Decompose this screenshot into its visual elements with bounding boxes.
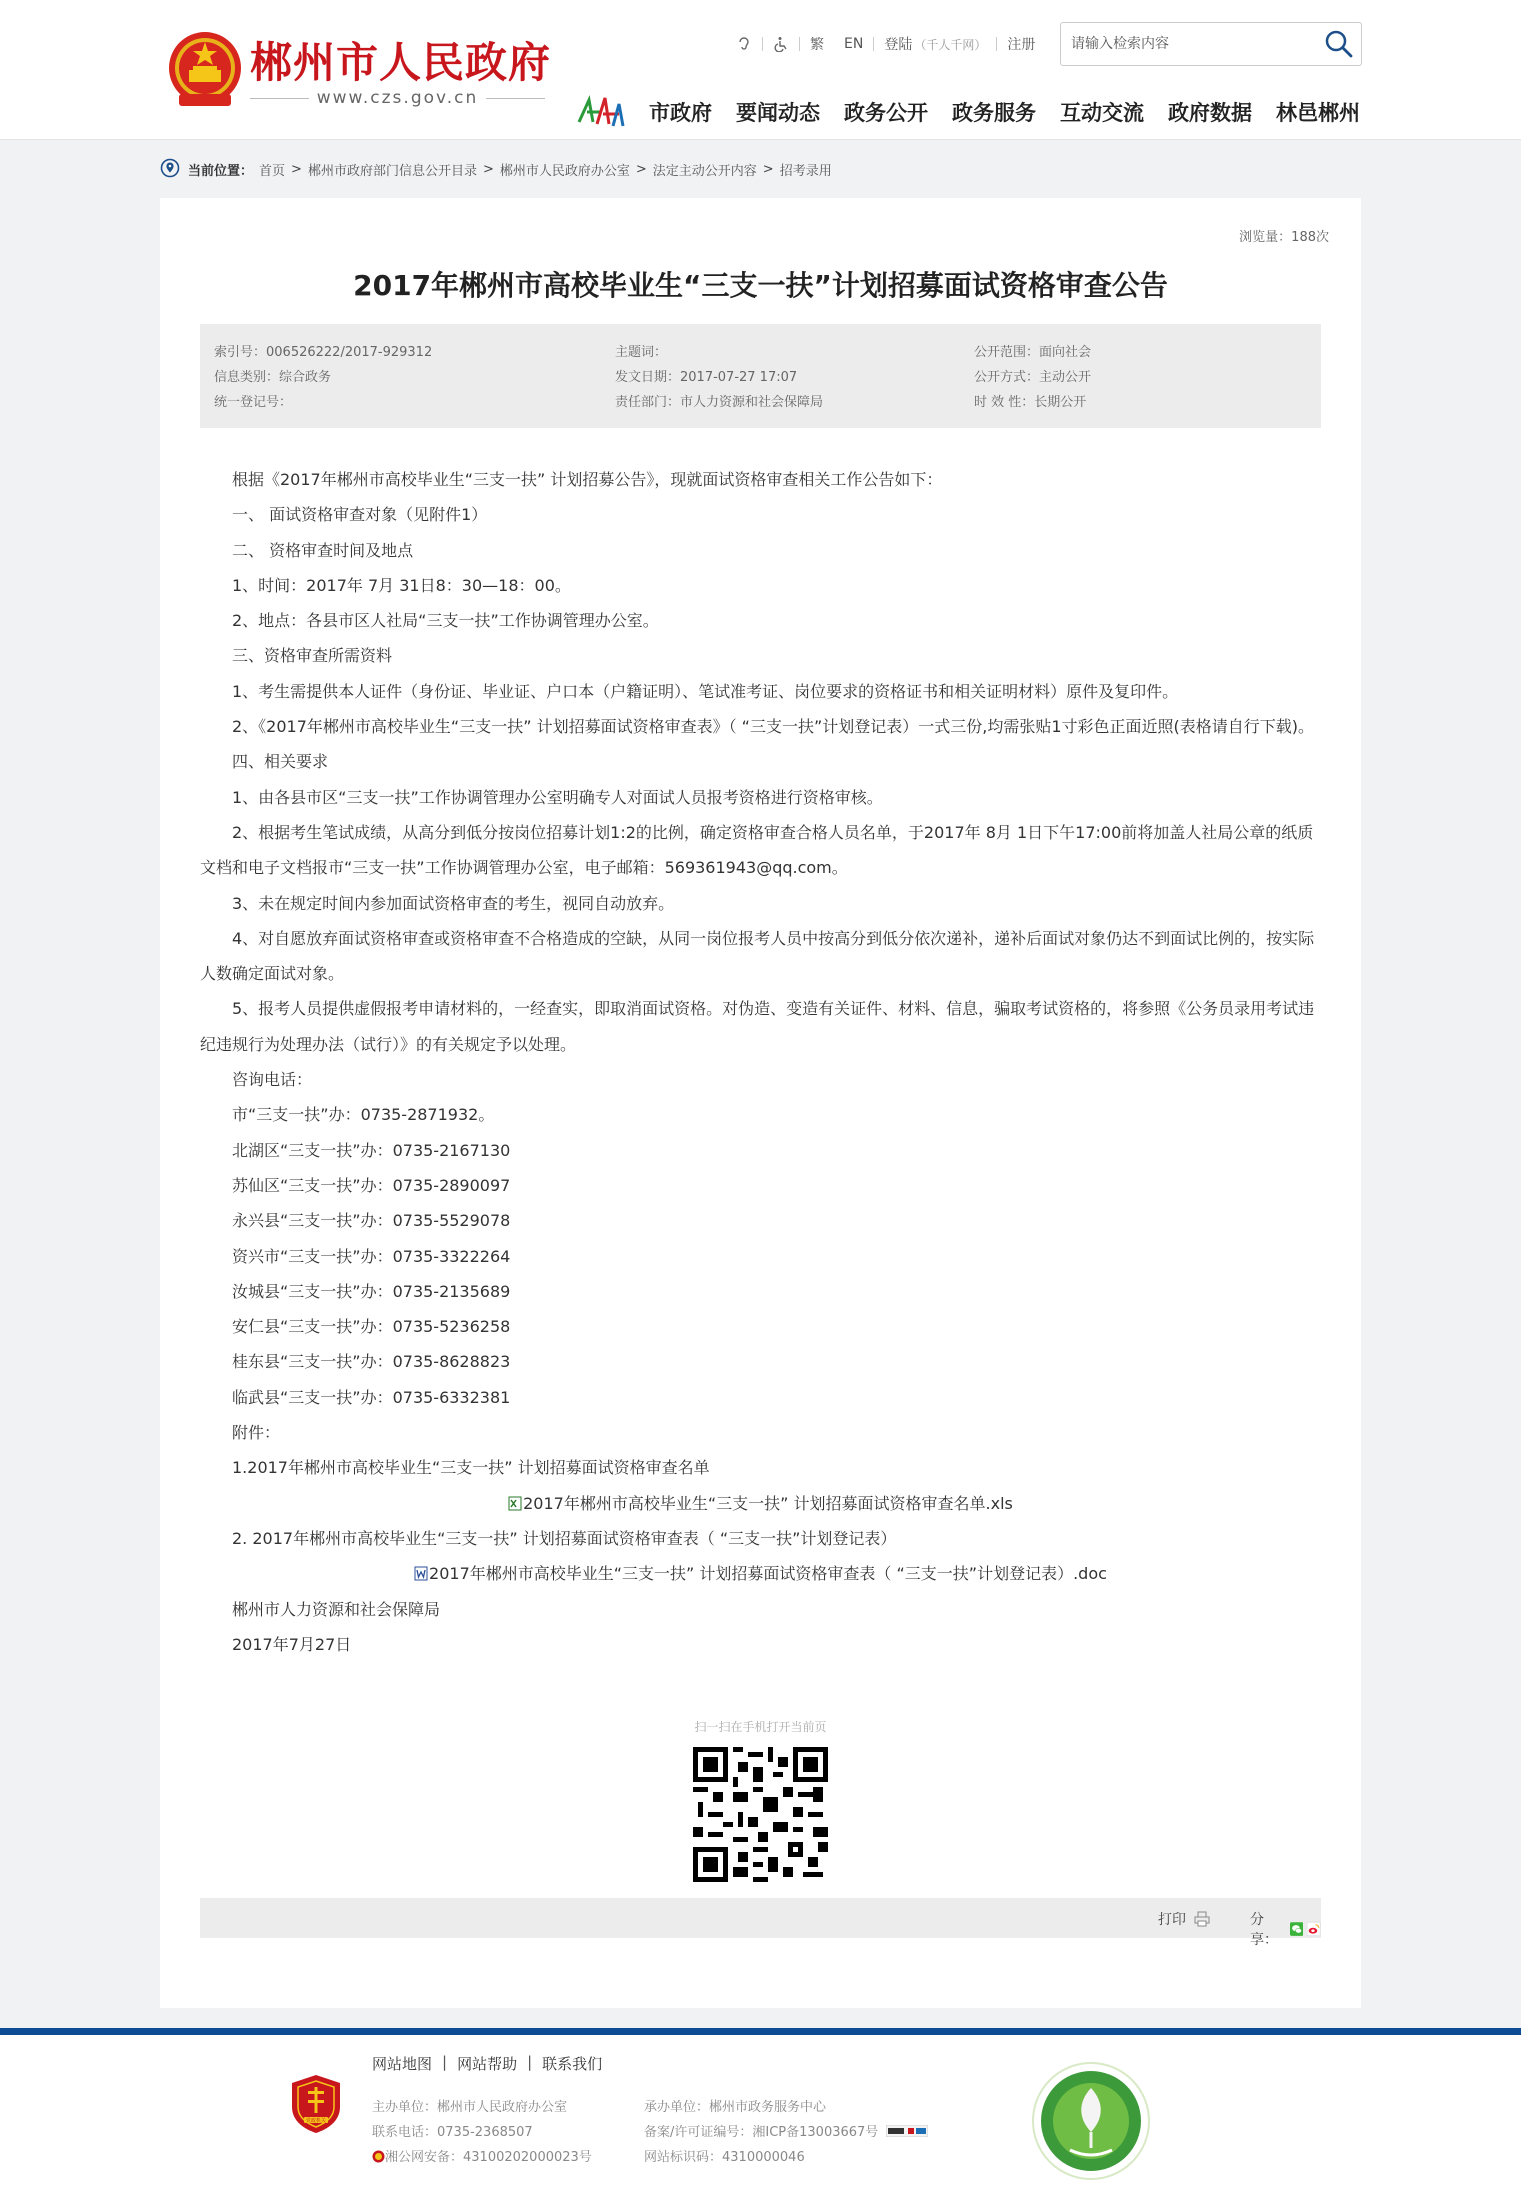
breadcrumb: [160, 158, 832, 180]
sitemap-link[interactable]: 网站地图: [372, 2055, 433, 2073]
breadcrumb-label: 当前位置：: [188, 163, 254, 179]
register-link[interactable]: 注册: [1007, 37, 1036, 53]
breadcrumb-separator: >: [482, 161, 494, 177]
meta-column: [974, 340, 1091, 415]
accessible-button[interactable]: [763, 36, 799, 52]
divider: |: [527, 2053, 533, 2071]
search-input[interactable]: [1071, 33, 1311, 55]
meta-index-no: 索引号：006526222/2017-929312: [214, 345, 433, 360]
divider: [250, 98, 309, 99]
accessibility-mode-button[interactable]: [726, 36, 762, 52]
footer-info-right: [644, 2095, 928, 2170]
paragraph: 桂东县“三支一扶”办：0735-8628823: [232, 1352, 511, 1372]
qr-code: [693, 1747, 828, 1882]
attachment-1-title: 1.2017年郴州市高校毕业生“三支一扶” 计划招募面试资格审查名单: [232, 1458, 710, 1478]
qr-section: [160, 1718, 1361, 1882]
nav-item-interaction[interactable]: 互动交流: [1060, 101, 1144, 125]
nav-item-news[interactable]: 要闻动态: [736, 101, 820, 125]
breadcrumb-separator: >: [635, 161, 647, 177]
attachment-2-filename: 2017年郴州市高校毕业生“三支一扶” 计划招募面试资格审查表（ “三支一扶”计划登记表）.doc: [429, 1564, 1107, 1584]
paragraph: 汝城县“三支一扶”办：0735-2135689: [232, 1281, 511, 1301]
paragraph: 4、对自愿放弃面试资格审查或资格审查不合格造成的空缺，从同一岗位报考人员中按高分到低分依次递补，递补后面试对象仍达不到面试比例的，按实际人数确定面试对象。: [200, 928, 1315, 984]
paragraph: 永兴县“三支一扶”办：0735-5529078: [232, 1211, 511, 1231]
article-title: 2017年郴州市高校毕业生“三支一扶”计划招募面试资格审查公告: [353, 269, 1168, 302]
paragraph: 咨询电话：: [232, 1070, 313, 1090]
paragraph: 市“三支一扶”办：0735-2871932。: [232, 1105, 495, 1125]
article-meta: [200, 324, 1321, 428]
meta-reg-no: 统一登记号：: [214, 395, 293, 410]
meta-column: [214, 340, 432, 415]
meta-dept: 责任部门：市人力资源和社会保障局: [615, 395, 824, 410]
meta-validity: 时 效 性：长期公开: [974, 395, 1087, 410]
share-bar: [200, 1898, 1321, 1948]
site-url-text: www.czs.gov.cn: [316, 88, 479, 108]
location-pin-icon: [160, 158, 180, 180]
publish-date: 2017年7月27日: [232, 1634, 352, 1654]
meta-mode: 公开方式：主动公开: [974, 370, 1092, 385]
nav-item-data[interactable]: 政府数据: [1168, 101, 1252, 125]
view-count: 浏览量：188次: [1239, 230, 1329, 245]
wheelchair-icon: [773, 36, 789, 52]
weibo-icon[interactable]: [1307, 1921, 1321, 1937]
search-box: [1060, 22, 1362, 66]
english-link[interactable]: EN: [844, 36, 864, 52]
breadcrumb-directory[interactable]: 郴州市政府部门信息公开目录: [307, 163, 477, 179]
paragraph: 3、未在规定时间内参加面试资格审查的考生，视同自动放弃。: [232, 893, 675, 913]
attachment-1-filename: 2017年郴州市高校毕业生“三支一扶” 计划招募面试资格审查名单.xls: [523, 1493, 1013, 1513]
paragraph: 2、《2017年郴州市高校毕业生“三支一扶” 计划招募面试资格审查表》（ “三支一扶”计划登记表）一式三份,均需张贴1寸彩色正面近照(表格请自行下载)。: [232, 717, 1314, 737]
breadcrumb-separator: >: [762, 161, 774, 177]
help-link[interactable]: 网站帮助: [457, 2055, 518, 2073]
breadcrumb-separator: >: [291, 161, 302, 177]
word-file-icon: [414, 1566, 428, 1581]
paragraph: 安仁县“三支一扶”办：0735-5236258: [232, 1317, 511, 1337]
share-group: [1250, 1909, 1321, 1949]
meta-column: [615, 340, 823, 415]
paragraph: 苏仙区“三支一扶”办：0735-2890097: [232, 1175, 511, 1195]
footer-info-left: [372, 2095, 592, 2170]
nav-brand-icon: [575, 92, 627, 132]
breadcrumb-recruitment[interactable]: 招考录用: [779, 163, 832, 179]
record-logo-icon: [886, 2125, 928, 2137]
meta-category: 信息类别：综合政务: [214, 370, 332, 385]
paragraph: 北湖区“三支一扶”办：0735-2167130: [232, 1140, 511, 1160]
ear-icon: [736, 36, 752, 52]
paragraph: 1、由各县市区“三支一扶”工作协调管理办公室明确专人对面试人员报考资格进行资格审核。: [232, 787, 883, 807]
breadcrumb-public-content[interactable]: 法定主动公开内容: [652, 163, 757, 179]
login-label: 登陆: [884, 37, 913, 53]
site-footer: [0, 2028, 1521, 2209]
search-icon[interactable]: [1323, 28, 1355, 60]
footer-host: 主办单位：郴州市人民政府办公室: [372, 2100, 568, 2115]
attachment-2-link[interactable]: [200, 1556, 1321, 1591]
nav-item-government[interactable]: 市政府: [649, 101, 712, 125]
qr-label: 扫一扫在手机打开当前页: [694, 1720, 827, 1734]
paragraph: 1、时间：2017年 7月 31日8：30—18：00。: [232, 575, 571, 595]
footer-icp[interactable]: [644, 2120, 928, 2145]
national-emblem-icon: [165, 28, 245, 112]
paragraph: 附件：: [232, 1423, 281, 1443]
paragraph: 2、根据考生笔试成绩，从高分到低分按岗位招募计划1:2的比例，确定资格审查合格人员名单，于2017年 8月 1日下午17:00前将加盖人社局公章的纸质文档和电子文档报市“三支一扶”工作协调管理办公室，电子邮箱：569361943@qq.com。: [200, 822, 1314, 878]
print-label: 打印: [1158, 1912, 1186, 1928]
footer-site-code: 网站标识码：4310000046: [644, 2150, 805, 2165]
login-link[interactable]: [874, 34, 996, 54]
meta-subject: 主题词：: [615, 345, 668, 360]
attachment-1-link[interactable]: [200, 1486, 1321, 1521]
svg-text:党政机关: 党政机关: [305, 2118, 327, 2124]
paragraph: 临武县“三支一扶”办：0735-6332381: [232, 1387, 511, 1407]
footer-icp-text: 备案/许可证编号：湘ICP备13003667号: [644, 2125, 879, 2140]
article-card: [160, 198, 1361, 2008]
police-badge-icon: [372, 2150, 385, 2163]
paragraph: 三、资格审查所需资料: [232, 646, 393, 666]
footer-police-record[interactable]: [372, 2145, 592, 2170]
share-label: 分享：: [1250, 1912, 1278, 1948]
printer-icon: [1194, 1911, 1210, 1927]
meta-scope: 公开范围：面向社会: [974, 345, 1092, 360]
paragraph: 资兴市“三支一扶”办：0735-3322264: [232, 1246, 511, 1266]
meta-issue-date: 发文日期：2017-07-27 17:07: [615, 370, 798, 385]
footer-links: [372, 2053, 602, 2074]
login-note: （千人千网）: [914, 37, 987, 52]
footer-phone: 联系电话：0735-2368507: [372, 2125, 533, 2140]
site-header: [0, 0, 1521, 140]
nav-item-public-affairs[interactable]: 政务公开: [844, 101, 928, 125]
paragraph: 一、 面试资格审查对象（见附件1）: [232, 505, 488, 525]
traditional-chinese-link[interactable]: 繁: [810, 37, 824, 53]
paragraph: 5、报考人员提供虚假报考申请材料的，一经查实，即取消面试资格。对伪造、变造有关证件、材料、信息，骗取考试资格的，将参照《公务员录用考试违纪违规行为处理办法（试行）》的有关规定予以处理。: [200, 999, 1315, 1054]
paragraph: 2、地点：各县市区人社局“三支一扶”工作协调管理办公室。: [232, 611, 659, 631]
contact-link[interactable]: 联系我们: [542, 2055, 603, 2073]
breadcrumb-home[interactable]: 首页: [259, 163, 286, 179]
wechat-icon[interactable]: [1290, 1921, 1304, 1937]
signer: 郴州市人力资源和社会保障局: [232, 1599, 441, 1619]
party-government-badge-icon[interactable]: [288, 2073, 344, 2135]
footer-police-text: 湘公网安备：43100202000023号: [385, 2150, 592, 2165]
site-url: [250, 88, 545, 108]
main-nav: [575, 92, 1360, 132]
site-name[interactable]: 郴州市人民政府: [250, 38, 552, 87]
paragraph: 1、考生需提供本人证件（身份证、毕业证、户口本（户籍证明）、笔试准考证、岗位要求的资格证书和相关证明材料）原件及复印件。: [232, 681, 1179, 701]
excel-file-icon: [508, 1496, 522, 1511]
print-button[interactable]: [1158, 1909, 1210, 1929]
nav-item-services[interactable]: 政务服务: [952, 101, 1036, 125]
divider: [486, 98, 545, 99]
footer-organizer: 承办单位：郴州市政务服务中心: [644, 2100, 827, 2115]
paragraph: 根据《2017年郴州市高校毕业生“三支一扶” 计划招募公告》，现就面试资格审查相关工作公告如下：: [232, 470, 943, 489]
article-body: [200, 462, 1321, 1662]
attachment-2-title: 2. 2017年郴州市高校毕业生“三支一扶” 计划招募面试资格审查表（ “三支一扶”计划登记表）: [232, 1528, 897, 1548]
civilized-unit-badge-icon[interactable]: [1030, 2060, 1152, 2182]
top-toolbar: [726, 34, 1045, 54]
divider: |: [442, 2053, 448, 2071]
breadcrumb-office[interactable]: 郴州市人民政府办公室: [499, 163, 630, 179]
paragraph: 二、 资格审查时间及地点: [232, 540, 414, 560]
nav-item-linyi-chenzhou[interactable]: 林邑郴州: [1276, 101, 1360, 125]
paragraph: 四、相关要求: [232, 752, 329, 772]
